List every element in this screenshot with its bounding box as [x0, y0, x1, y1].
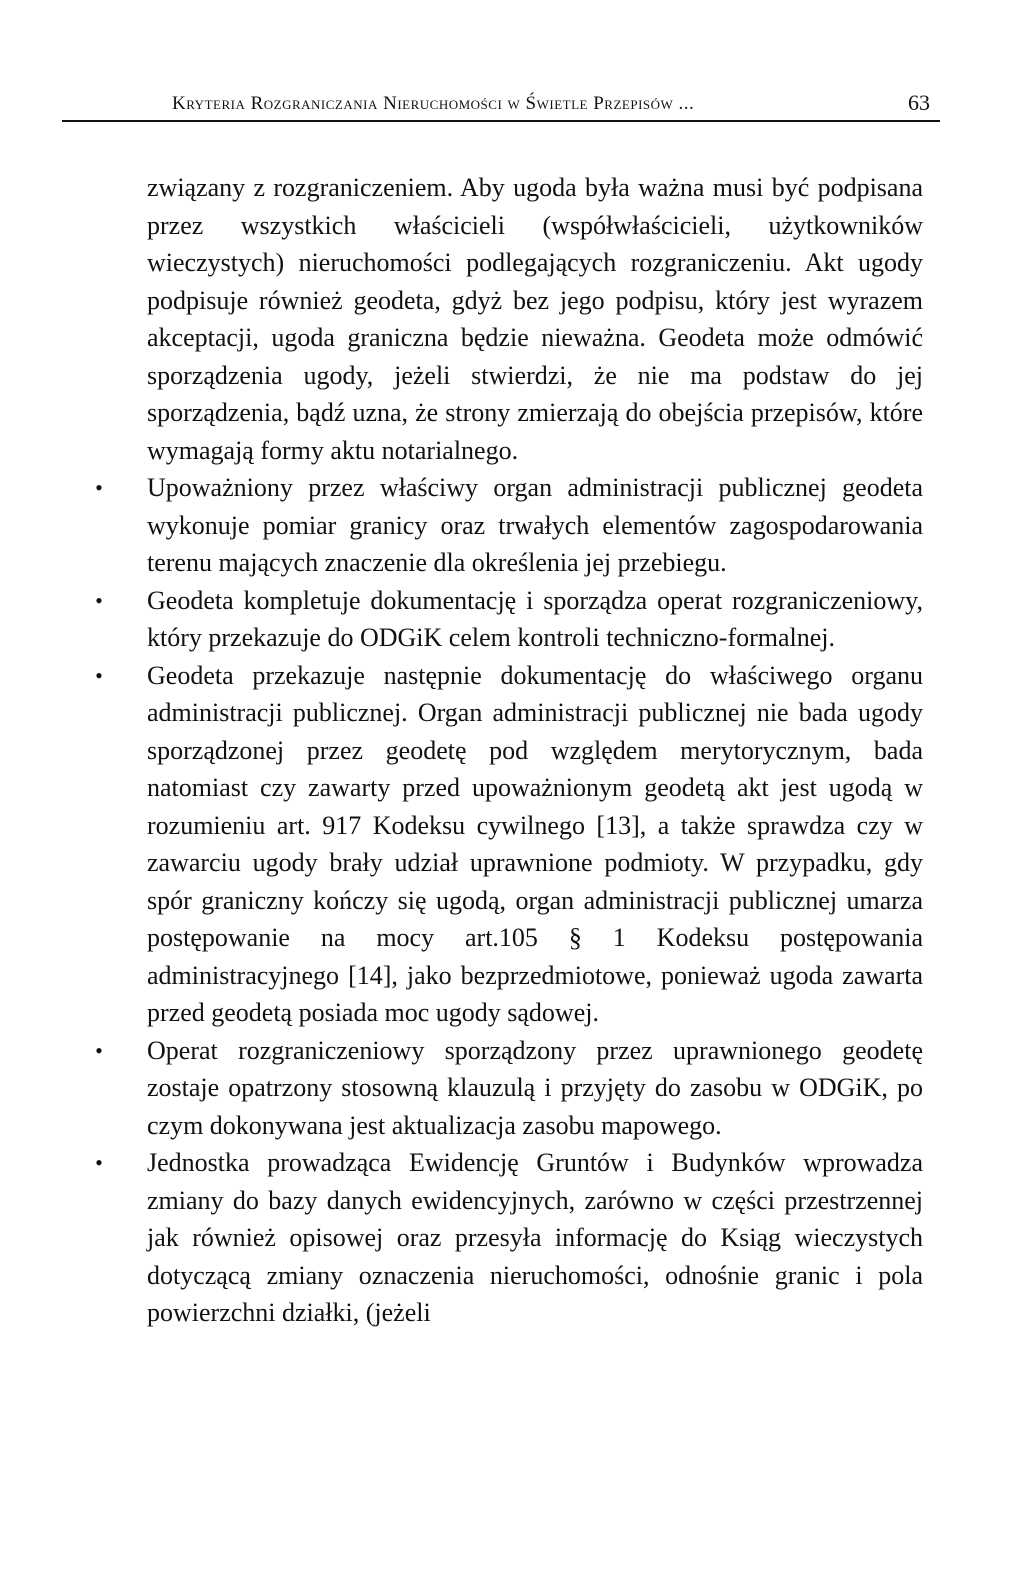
bullet-text: Geodeta przekazuje następnie dokumentację do właściwego organu administracji publicznej. Organ administracji publicznej nie bada ugody sporządzonej przez geodetę pod względem merytorycznym, bada natomiast czy zawarty przed upoważnionym geodetą akt jest ugodą w rozumieniu art. 917 Kodeksu cywilnego [13], a także sprawdza czy w zawarciu ugody brały udział uprawnione podmioty. W przypadku, gdy spór graniczny kończy się ugodą, organ administracji publicznej umarza postępowanie na mocy art.105 § 1 Kodeksu postępowania administracyjnego [14], jako bezprzedmiotowe, ponieważ ugoda zawarta przed geodetą posiada moc ugody sądowej.: [147, 660, 923, 1027]
bullet-text: Jednostka prowadząca Ewidencję Gruntów i Budynków wprowadza zmiany do bazy danych ewidencyjnych, zarówno w części przestrzennej jak również opisowej oraz przesyła informację do Ksiąg wieczystych dotyczącą zmiany oznaczenia nieruchomości, odnośnie granic i pola powierzchni działki, (jeżeli: [147, 1148, 923, 1327]
running-title: Kryteria Rozgraniczania Nieruchomości w Świetle Przepisów ...: [172, 93, 695, 114]
bullet-item-5: [95, 1144, 923, 1332]
bullet-icon: •: [95, 587, 103, 613]
intro-paragraph: związany z rozgraniczeniem. Aby ugoda była ważna musi być podpisana przez wszystkich właścicieli (współwłaścicieli, użytkowników wieczystych) nieruchomości podlegających rozgraniczeniu. Akt ugody podpisuje również geodeta, gdyż bez jego podpisu, który jest wyrazem akceptacji, ugoda graniczna będzie nieważna. Geodeta może odmówić sporządzenia ugody, jeżeli stwierdzi, że nie ma podstaw do jej sporządzenia, bądź uzna, że strony zmierzają do obejścia przepisów, które wymagają formy aktu notarialnego.: [147, 173, 923, 465]
body-text: [95, 169, 923, 1332]
bullet-item-4: [95, 1032, 923, 1145]
bullet-item-3: [95, 657, 923, 1032]
page-number: 63: [908, 90, 930, 115]
bullet-item-1: [95, 469, 923, 582]
running-header: [62, 90, 940, 122]
bullet-icon: •: [95, 662, 103, 688]
bullet-text: Upoważniony przez właściwy organ administracji publicznej geodeta wykonuje pomiar granicy oraz trwałych elementów zagospodarowania terenu mających znaczenie dla określenia jej przebiegu.: [147, 473, 923, 577]
bullet-icon: •: [95, 475, 103, 500]
bullet-text: Geodeta kompletuje dokumentację i sporządza operat rozgraniczeniowy, który przekazuje do ODGiK celem kontroli techniczno-formalnej.: [147, 585, 923, 652]
bullet-item-2: [95, 582, 923, 657]
bullet-icon: •: [95, 1150, 103, 1175]
bullet-text: Operat rozgraniczeniowy sporządzony przez uprawnionego geodetę zostaje opatrzony stosowną klauzulą i przyjęty do zasobu w ODGiK, po czym dokonywana jest aktualizacja zasobu mapowego.: [147, 1035, 923, 1140]
bullet-icon: •: [95, 1037, 103, 1063]
